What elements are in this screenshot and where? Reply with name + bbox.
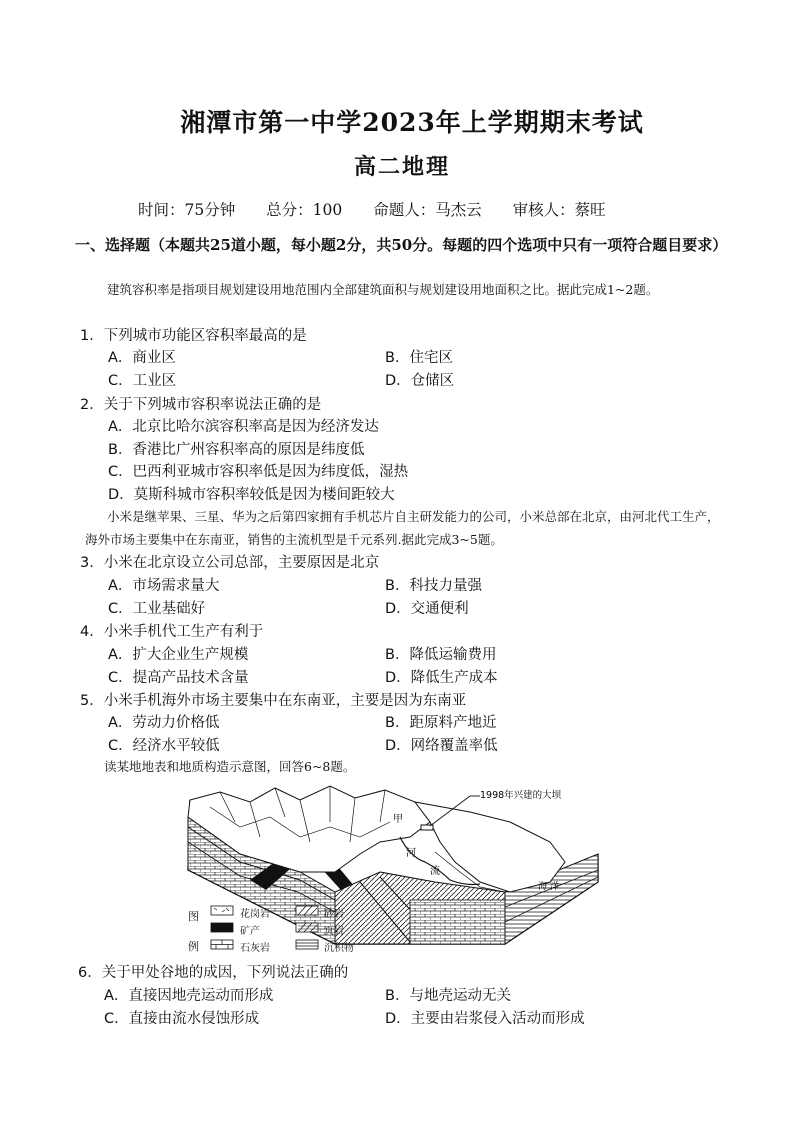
legend-title-1: 图 — [188, 910, 199, 923]
legend-sediment: 沉积物 — [324, 943, 354, 954]
q6-option-c: C．直接由流水侵蚀形成 — [104, 1011, 260, 1027]
q2-option-c: C．巴西利亚城市容积率低是因为纬度低，湿热 — [108, 464, 409, 480]
legend-limestone: 石灰岩 — [240, 943, 270, 954]
label-river-1: 河 — [406, 848, 416, 859]
q3-option-a: A．市场需求量大 — [108, 578, 220, 594]
q4-option-b: B．降低运输费用 — [385, 647, 497, 663]
exam-title: 湘潭市第一中学2023年上学期期末考试 — [180, 108, 644, 137]
q6-option-b: B．与地壳运动无关 — [385, 988, 511, 1004]
exam-score: 总分：100 — [266, 201, 343, 219]
q3-option-d: D．交通便利 — [385, 601, 469, 617]
q5-option-a: A．劳动力价格低 — [108, 715, 220, 731]
q4-option-d: D．降低生产成本 — [385, 670, 498, 686]
q1-option-c: C．工业区 — [108, 373, 177, 389]
label-sea: 海 洋 — [538, 882, 559, 892]
q1-option-b: B．住宅区 — [385, 350, 453, 366]
label-jia: 甲 — [393, 814, 403, 825]
exam-time: 时间：75分钟 — [138, 201, 236, 219]
passage-2: 小米是继苹果、三星、华为之后第四家拥有手机芯片自主研发能力的公司，小米总部在北京，由河北代工生产，海外市场主要集中在东南亚，销售的主流机型是千元系列.据此完成3~5题。 — [85, 509, 720, 547]
question-4-stem: 4．小米手机代工生产有利于 — [80, 624, 264, 640]
q6-option-a: A．直接因地壳运动而形成 — [104, 988, 274, 1004]
q2-option-a: A．北京比哈尔滨容积率高是因为经济发达 — [108, 419, 379, 435]
exam-meta — [138, 198, 632, 220]
question-3-stem: 3．小米在北京设立公司总部，主要原因是北京 — [80, 555, 380, 571]
q2-option-d: D．莫斯科城市容积率较低是因为楼间距较大 — [108, 487, 395, 503]
question-6-stem: 6．关于甲处谷地的成因，下列说法正确的 — [78, 965, 349, 981]
question-1-stem: 1．下列城市功能区容积率最高的是 — [80, 328, 307, 344]
q1-option-d: D．仓储区 — [385, 373, 455, 389]
passage-1: 建筑容积率是指项目规划建设用地范围内全部建筑面积与规划建设用地面积之比。据此完成1~2题。 — [107, 282, 659, 297]
exam-reviewer: 审核人：蔡旺 — [512, 201, 606, 219]
legend-title-2: 例 — [188, 940, 199, 953]
q5-option-b: B．距原料产地近 — [385, 715, 497, 731]
exam-author: 命题人：马杰云 — [373, 201, 482, 219]
label-river-2: 流 — [430, 866, 440, 877]
q4-option-c: C．提高产品技术含量 — [108, 670, 249, 686]
question-2-stem: 2．关于下列城市容积率说法正确的是 — [80, 397, 322, 413]
q5-option-d: D．网络覆盖率低 — [385, 738, 498, 754]
q5-option-c: C．经济水平较低 — [108, 738, 220, 754]
q1-option-a: A．商业区 — [108, 350, 176, 366]
section-heading: 一、选择题（本题共25道小题，每小题2分，共50分。每题的四个选项中只有一项符合题目要求） — [75, 236, 728, 254]
passage-3: 读某地地表和地质构造示意图，回答6~8题。 — [104, 759, 356, 774]
question-5-stem: 5．小米手机海外市场主要集中在东南亚，主要是因为东南亚 — [80, 693, 467, 709]
legend-granite: 花岗岩 — [240, 909, 270, 920]
dam-label: 1998年兴建的大坝 — [480, 790, 562, 801]
legend-shale: 页岩 — [324, 926, 344, 937]
exam-subtitle: 高二地理 — [353, 154, 450, 180]
legend-sandstone: 砂岩 — [324, 909, 344, 920]
q3-option-b: B．科技力量强 — [385, 578, 482, 594]
q4-option-a: A．扩大企业生产规模 — [108, 647, 249, 663]
q2-option-b: B．香港比广州容积率高的原因是纬度低 — [108, 442, 365, 458]
q3-option-c: C．工业基础好 — [108, 601, 206, 617]
legend-ore: 矿产 — [240, 926, 260, 937]
q6-option-d: D．主要由岩浆侵入活动而形成 — [385, 1011, 585, 1027]
